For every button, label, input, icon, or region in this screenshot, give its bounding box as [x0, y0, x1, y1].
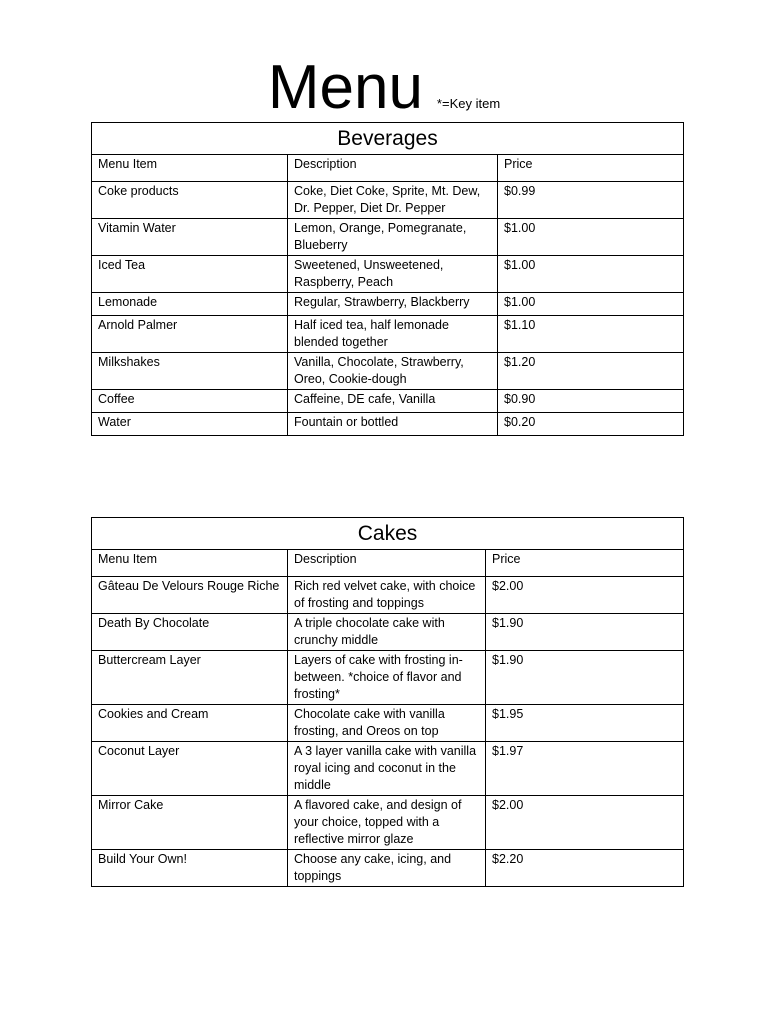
menu-item-description: A flavored cake, and design of your choice, topped with a reflective mirror glaze [288, 796, 486, 850]
menu-item-price: $2.00 [486, 577, 684, 614]
menu-item-name: Gâteau De Velours Rouge Riche [92, 577, 288, 614]
menu-item-name: Death By Chocolate [92, 614, 288, 651]
menu-item-price: $1.00 [498, 293, 684, 316]
menu-item-description: Vanilla, Chocolate, Strawberry, Oreo, Cookie-dough [288, 353, 498, 390]
menu-item-price: $0.90 [498, 390, 684, 413]
menu-item-price: $0.99 [498, 182, 684, 219]
table-row [92, 705, 684, 742]
menu-item-description: Choose any cake, icing, and toppings [288, 850, 486, 887]
beverages-section-title: Beverages [92, 123, 684, 155]
menu-item-price: $2.00 [486, 796, 684, 850]
menu-item-price: $1.90 [486, 614, 684, 651]
page-title: Menu [267, 53, 423, 122]
table-row [92, 293, 684, 316]
menu-item-description: A triple chocolate cake with crunchy middle [288, 614, 486, 651]
menu-item-description: A 3 layer vanilla cake with vanilla royal icing and coconut in the middle [288, 742, 486, 796]
menu-item-description: Rich red velvet cake, with choice of frosting and toppings [288, 577, 486, 614]
key-item-note: *=Key item [436, 96, 501, 111]
table-row [92, 353, 684, 390]
menu-item-price: $1.20 [498, 353, 684, 390]
menu-item-price: $1.90 [486, 651, 684, 705]
table-row [92, 390, 684, 413]
beverages-table [91, 122, 684, 436]
table-row [92, 316, 684, 353]
menu-item-name: Coffee [92, 390, 288, 413]
menu-item-description: Half iced tea, half lemonade blended together [288, 316, 498, 353]
table-row [92, 577, 684, 614]
table-row [92, 219, 684, 256]
column-header-description: Description [288, 155, 498, 182]
menu-item-name: Mirror Cake [92, 796, 288, 850]
menu-item-name: Build Your Own! [92, 850, 288, 887]
table-row [92, 850, 684, 887]
menu-item-description: Chocolate cake with vanilla frosting, and Oreos on top [288, 705, 486, 742]
menu-item-name: Cookies and Cream [92, 705, 288, 742]
menu-item-description: Coke, Diet Coke, Sprite, Mt. Dew, Dr. Pepper, Diet Dr. Pepper [288, 182, 498, 219]
table-row [92, 742, 684, 796]
menu-item-price: $1.95 [486, 705, 684, 742]
menu-item-price: $2.20 [486, 850, 684, 887]
menu-item-description: Caffeine, DE cafe, Vanilla [288, 390, 498, 413]
menu-item-name: Vitamin Water [92, 219, 288, 256]
cakes-table [91, 517, 684, 887]
menu-item-description: Layers of cake with frosting in-between. *choice of flavor and frosting* [288, 651, 486, 705]
column-header-price: Price [486, 550, 684, 577]
column-header-description: Description [288, 550, 486, 577]
menu-item-description: Regular, Strawberry, Blackberry [288, 293, 498, 316]
menu-item-price: $1.00 [498, 256, 684, 293]
menu-item-description: Fountain or bottled [288, 413, 498, 436]
menu-item-name: Coconut Layer [92, 742, 288, 796]
table-row [92, 182, 684, 219]
menu-item-description: Lemon, Orange, Pomegranate, Blueberry [288, 219, 498, 256]
menu-item-name: Arnold Palmer [92, 316, 288, 353]
table-row [92, 796, 684, 850]
column-header-item: Menu Item [92, 550, 288, 577]
column-header-item: Menu Item [92, 155, 288, 182]
menu-item-name: Iced Tea [92, 256, 288, 293]
menu-item-name: Milkshakes [92, 353, 288, 390]
menu-item-description: Sweetened, Unsweetened, Raspberry, Peach [288, 256, 498, 293]
cakes-section-title: Cakes [92, 518, 684, 550]
table-row [92, 651, 684, 705]
page-header [0, 52, 768, 124]
menu-item-price: $1.97 [486, 742, 684, 796]
menu-item-price: $1.00 [498, 219, 684, 256]
menu-item-name: Water [92, 413, 288, 436]
table-row [92, 614, 684, 651]
menu-item-name: Buttercream Layer [92, 651, 288, 705]
column-header-price: Price [498, 155, 684, 182]
menu-item-name: Coke products [92, 182, 288, 219]
table-row [92, 256, 684, 293]
menu-item-price: $0.20 [498, 413, 684, 436]
menu-item-price: $1.10 [498, 316, 684, 353]
table-row [92, 413, 684, 436]
menu-item-name: Lemonade [92, 293, 288, 316]
